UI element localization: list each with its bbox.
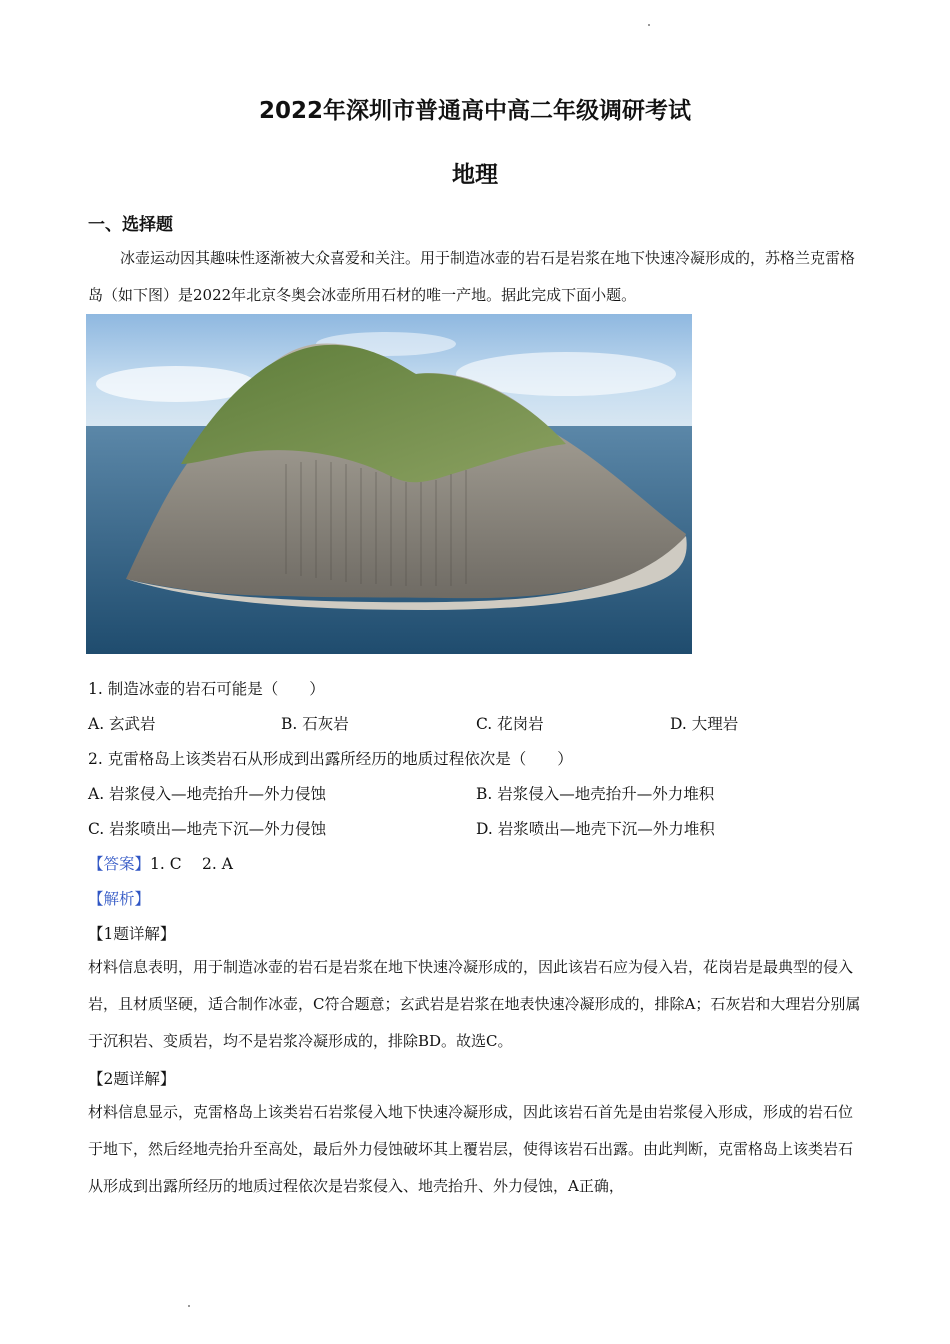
q1-option-a[interactable]: A. 玄武岩: [88, 715, 156, 733]
answer-text: 1. C 2. A: [150, 855, 233, 873]
q2-option-c[interactable]: C. 岩浆喷出—地壳下沉—外力侵蚀: [88, 820, 327, 838]
q1-option-c[interactable]: C. 花岗岩: [476, 715, 544, 733]
question-1-stem: 1. 制造冰壶的岩石可能是（ ）: [88, 680, 325, 698]
detail-1-text: 材料信息表明，用于制造冰壶的岩石是岩浆在地下快速冷凝形成的，因此该岩石应为侵入岩，花岗岩是最典型的侵入岩，且材质坚硬，适合制作冰壶，C符合题意；玄武岩是岩浆在地表快速冷凝形成的，排除A；石灰岩和大理岩分别属于沉积岩、变质岩，均不是岩浆冷凝形成的，排除BD。故选C。: [88, 958, 861, 1050]
corner-mark: [648, 24, 650, 26]
intro-paragraph: 冰壶运动因其趣味性逐渐被大众喜爱和关注。用于制造冰壶的岩石是岩浆在地下快速冷凝形成的，苏格兰克雷格岛（如下图）是2022年北京冬奥会冰壶所用石材的唯一产地。据此完成下面小题。: [88, 249, 856, 304]
detail-2-label: 【2题详解】: [88, 1070, 176, 1088]
q2-option-d[interactable]: D. 岩浆喷出—地壳下沉—外力堆积: [476, 820, 715, 838]
island-photo: [86, 314, 692, 654]
section-heading: 一、选择题: [88, 215, 173, 235]
detail-1-label: 【1题详解】: [88, 925, 176, 943]
question-2-stem: 2. 克雷格岛上该类岩石从形成到出露所经历的地质过程依次是（ ）: [88, 750, 573, 768]
analysis-label: 【解析】: [88, 890, 151, 908]
answer-line: [88, 852, 233, 874]
detail-2-text: 材料信息显示，克雷格岛上该类岩石岩浆侵入地下快速冷凝形成，因此该岩石首先是由岩浆侵入形成，形成的岩石位于地下，然后经地壳抬升至高处，最后外力侵蚀破坏其上覆岩层，使得该岩石出露。由此判断，克雷格岛上该类岩石从形成到出露所经历的地质过程依次是岩浆侵入、地壳抬升、外力侵蚀，A正确，: [88, 1103, 854, 1195]
q2-option-a[interactable]: A. 岩浆侵入—地壳抬升—外力侵蚀: [88, 785, 327, 803]
q2-option-b[interactable]: B. 岩浆侵入—地壳抬升—外力堆积: [476, 785, 715, 803]
q1-option-b[interactable]: B. 石灰岩: [281, 715, 349, 733]
footer-mark: [188, 1305, 190, 1307]
subject-title: 地理: [452, 162, 498, 188]
page-title: 2022年深圳市普通高中高二年级调研考试: [258, 98, 691, 124]
answer-label: 【答案】: [88, 855, 151, 873]
q1-option-d[interactable]: D. 大理岩: [670, 715, 739, 733]
